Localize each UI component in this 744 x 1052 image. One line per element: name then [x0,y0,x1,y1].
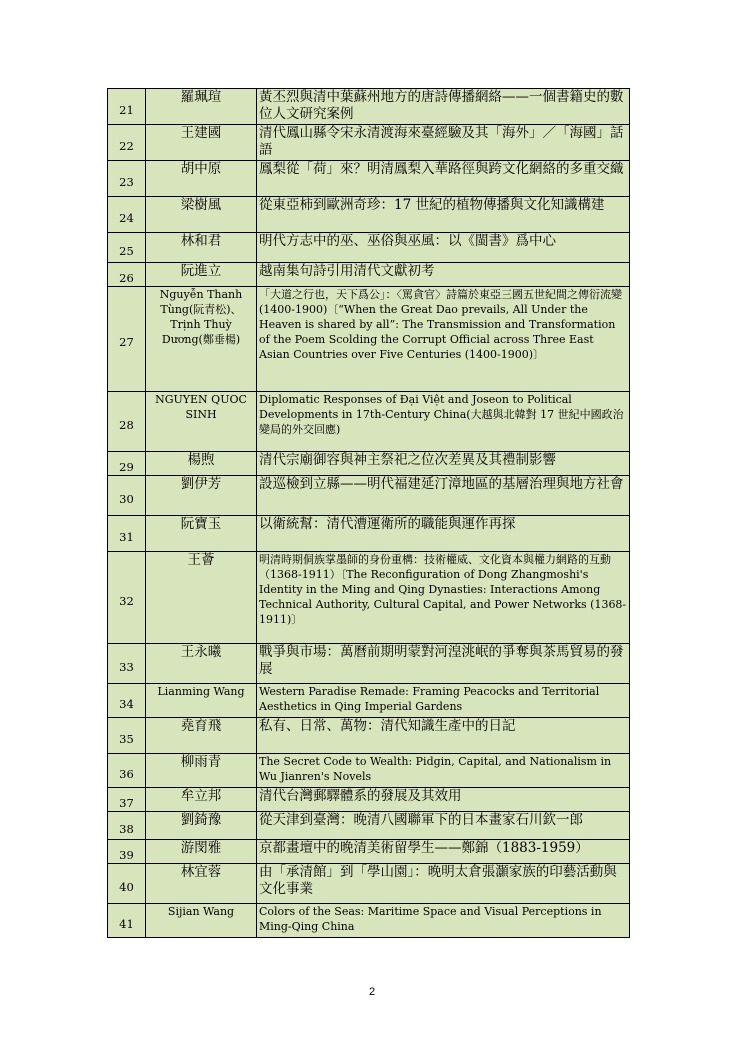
author-cell: 劉錡豫 [146,812,257,840]
row-number: 35 [108,718,146,754]
paper-list-table [107,88,630,938]
page-number: 2 [368,986,376,998]
row-number: 28 [108,392,146,452]
table-row [108,233,630,263]
title-cell: 鳳梨從「荷」來？明清鳳梨入華路徑與跨文化網絡的多重交織 [257,161,630,197]
title-cell: 明代方志中的巫、巫俗與巫風：以《閩書》爲中心 [257,233,630,263]
table-row [108,89,630,125]
title-cell: 由「承清館」到「學山園」：晚明太倉張灝家族的印藝活動與文化事業 [257,864,630,904]
row-number: 38 [108,812,146,840]
title-cell: 清代宗廟御容與神主祭祀之位次差異及其禮制影響 [257,452,630,476]
table-row [108,392,630,452]
table-row [108,452,630,476]
row-number: 25 [108,233,146,263]
author-cell: 胡中原 [146,161,257,197]
title-cell: 明清時期侗族掌墨師的身份重構：技術權威、文化資本與權力網路的互動（1368-1911）〔The Reconfiguration of Dong Zhangmoshi's Identity in the Ming and Qing Dynasties: Interactions Among Technical Authority, Cultural Capital, and Power Networks (1368-1911)〕 [257,552,630,644]
title-cell: 「大道之行也，天下爲公」：〈罵貪官〉詩篇於東亞三國五世紀間之傳衍流變(1400-1900)〔“When the Great Dao prevails, All Under the Heaven is shared by all”: The Transmission and Transformation of the Poem Scolding the Corrupt Official across Three East Asian Countries over Five Centuries (1400-1900)〕 [257,287,630,392]
row-number: 29 [108,452,146,476]
author-cell: Lianming Wang [146,684,257,718]
author-cell: 柳雨青 [146,754,257,788]
paper-list-body [108,89,630,938]
table-row [108,788,630,812]
row-number: 26 [108,263,146,287]
title-cell: Colors of the Seas: Maritime Space and Visual Perceptions in Ming-Qing China [257,904,630,938]
title-cell: 私有、日常、萬物：清代知識生產中的日記 [257,718,630,754]
table-row [108,864,630,904]
author-cell: Sijian Wang [146,904,257,938]
table-row [108,684,630,718]
row-number: 32 [108,552,146,644]
author-cell: 梁樹風 [146,197,257,233]
title-cell: 從天津到臺灣：晚清八國聯軍下的日本畫家石川欽一郎 [257,812,630,840]
title-cell: Western Paradise Remade: Framing Peacocks and Territorial Aesthetics in Qing Imperial Gardens [257,684,630,718]
row-number: 27 [108,287,146,392]
author-cell: 王建國 [146,125,257,161]
title-cell: 黃丕烈與清中葉蘇州地方的唐詩傳播網絡——一個書籍史的數位人文研究案例 [257,89,630,125]
table-row [108,263,630,287]
row-number: 31 [108,516,146,552]
author-cell: 劉伊芳 [146,476,257,516]
author-cell: 牟立邦 [146,788,257,812]
title-cell: 清代鳳山縣令宋永清渡海來臺經驗及其「海外」／「海國」話語 [257,125,630,161]
table-row [108,197,630,233]
title-cell: 設巡檢到立縣——明代福建延汀漳地區的基層治理與地方社會 [257,476,630,516]
table-row [108,161,630,197]
row-number: 30 [108,476,146,516]
author-cell: 游閔雅 [146,840,257,864]
title-cell: The Secret Code to Wealth: Pidgin, Capital, and Nationalism in Wu Jianren's Novels [257,754,630,788]
author-cell: 王永曦 [146,644,257,684]
row-number: 41 [108,904,146,938]
row-number: 33 [108,644,146,684]
title-cell: Diplomatic Responses of Đại Việt and Joseon to Political Developments in 17th-Century China(大越與北韓對 17 世紀中國政治變局的外交回應) [257,392,630,452]
author-cell: 林宜蓉 [146,864,257,904]
author-cell: NGUYEN QUOC SINH [146,392,257,452]
title-cell: 從東亞柿到歐洲奇珍：17 世紀的植物傳播與文化知識構建 [257,197,630,233]
table-row [108,516,630,552]
table-row [108,552,630,644]
author-cell: 阮寶玉 [146,516,257,552]
row-number: 34 [108,684,146,718]
table-row [108,644,630,684]
table-row [108,754,630,788]
table-row [108,125,630,161]
table-row [108,287,630,392]
author-cell: 王薈 [146,552,257,644]
row-number: 21 [108,89,146,125]
author-cell: 阮進立 [146,263,257,287]
row-number: 24 [108,197,146,233]
table-row [108,812,630,840]
row-number: 23 [108,161,146,197]
author-cell: Nguyễn Thanh Tùng(阮青松)、Trịnh Thuỳ Dương(鄭垂楊) [146,287,257,392]
table-row [108,718,630,754]
table-row [108,476,630,516]
title-cell: 越南集句詩引用清代文獻初考 [257,263,630,287]
author-cell: 堯育飛 [146,718,257,754]
author-cell: 楊煦 [146,452,257,476]
title-cell: 京都畫壇中的晚清美術留學生——鄭錦（1883-1959） [257,840,630,864]
row-number: 37 [108,788,146,812]
title-cell: 戰爭與市場：萬曆前期明蒙對河湟洮岷的爭奪與茶馬貿易的發展 [257,644,630,684]
row-number: 40 [108,864,146,904]
author-cell: 林和君 [146,233,257,263]
title-cell: 以衛統幫：清代漕運衛所的職能與運作再探 [257,516,630,552]
row-number: 36 [108,754,146,788]
row-number: 22 [108,125,146,161]
table-row [108,904,630,938]
author-cell: 羅珮瑄 [146,89,257,125]
title-cell: 清代台灣郵驛體系的發展及其效用 [257,788,630,812]
table-row [108,840,630,864]
row-number: 39 [108,840,146,864]
